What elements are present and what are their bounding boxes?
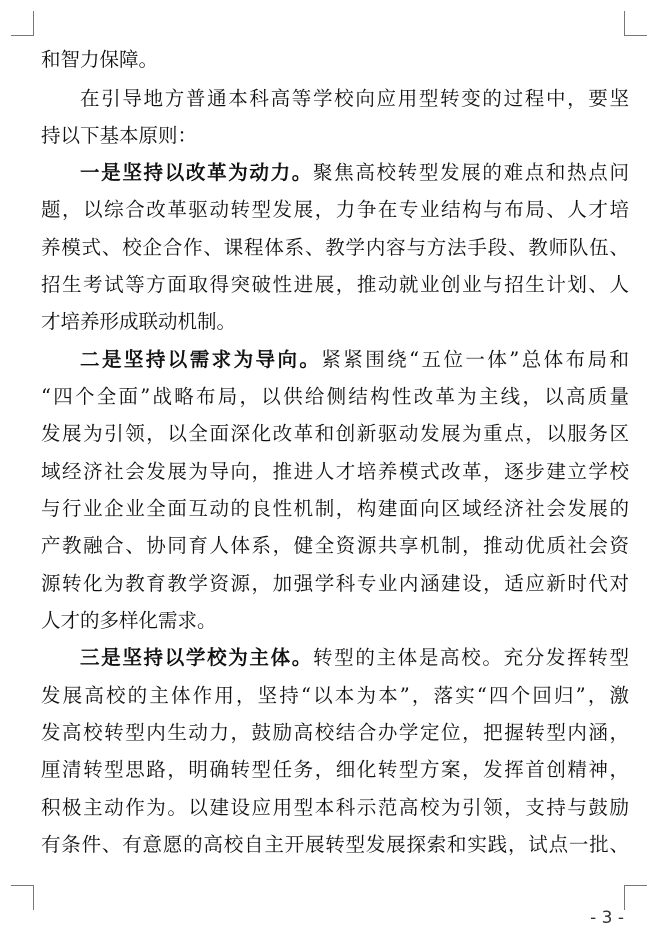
line-text: 才培养形成联动机制。 — [41, 310, 237, 333]
principle-heading: 二是坚持以需求为导向。 — [80, 348, 322, 371]
text-line — [41, 235, 629, 261]
page-number: - 3 - — [590, 908, 624, 928]
line-text: 转型的主体是高校。充分发挥转型 — [312, 646, 629, 669]
line-text: 发展为引领，以全面深化改革和创新驱动发展为重点，以服务区 — [41, 422, 629, 445]
line-text: 人才的多样化需求。 — [41, 609, 217, 632]
line-text: 源转化为教育教学资源，加强学科专业内涵建设，适应新时代对 — [41, 572, 629, 595]
text-line — [41, 496, 629, 522]
line-text: 发高校转型内生动力，鼓励高校结合办学定位，把握转型内涵， — [41, 721, 629, 744]
principle-heading: 一是坚持以改革为动力。 — [80, 161, 313, 184]
principle-one-heading-line — [80, 160, 629, 186]
text-line — [41, 720, 629, 746]
line-text: 题，以综合改革驱动转型发展，力争在专业结构与布局、人才培 — [41, 198, 629, 221]
line-text: 积极主动作为。以建设应用型本科示范高校为引领，支持与鼓励 — [41, 796, 629, 819]
text-line — [41, 832, 629, 858]
line-text: 产教融合、协同育人体系，健全资源共享机制，推动优质社会资 — [41, 534, 629, 557]
text-line — [41, 533, 629, 559]
text-line — [41, 272, 629, 298]
text-line — [41, 123, 197, 149]
crop-mark-bottom-left — [11, 885, 34, 910]
line-text: 与行业企业全面互动的良性机制，构建面向区域经济社会发展的 — [41, 497, 629, 520]
line-text: 发展高校的主体作用，坚持“以本为本”，落实“四个回归”，激 — [41, 684, 629, 707]
line-text: 招生考试等方面取得突破性进展，推动就业创业与招生计划、人 — [41, 273, 629, 296]
line-text: 养模式、校企合作、课程体系、教学内容与方法手段、教师队伍、 — [41, 236, 629, 259]
text-line — [41, 757, 629, 783]
line-text: 域经济社会发展为导向，推进人才培养模式改革，逐步建立学校 — [41, 460, 629, 483]
text-line — [41, 421, 629, 447]
text-line — [41, 571, 629, 597]
crop-mark-bottom-right — [624, 885, 647, 910]
text-line — [41, 384, 629, 410]
principle-heading: 三是坚持以学校为主体。 — [80, 646, 313, 669]
principle-two-heading-line — [80, 347, 629, 373]
text-line — [41, 309, 236, 335]
line-text: 在引导地方普通本科高等学校向应用型转变的过程中，要坚 — [80, 87, 629, 110]
text-line — [41, 197, 629, 223]
principle-three-heading-line — [80, 645, 629, 671]
crop-mark-top-right — [624, 11, 647, 36]
text-line — [41, 683, 629, 709]
line-text: “四个全面”战略布局，以供给侧结构性改革为主线，以高质量 — [41, 385, 629, 408]
paragraph-start-line — [80, 86, 629, 112]
line-text: 持以下基本原则： — [41, 124, 198, 147]
line-text: 紧紧围绕“五位一体”总体布局和 — [321, 348, 629, 371]
line-text: 有条件、有意愿的高校自主开展转型发展探索和实践，试点一批、 — [41, 833, 629, 856]
line-text: 和智力保障。 — [41, 48, 159, 71]
text-line — [41, 608, 217, 634]
text-line — [41, 795, 629, 821]
line-text: 厘清转型思路，明确转型任务，细化转型方案，发挥首创精神， — [41, 758, 629, 781]
line-text: 聚焦高校转型发展的难点和热点问 — [312, 161, 629, 184]
text-line — [41, 47, 158, 73]
text-line — [41, 459, 629, 485]
crop-mark-top-left — [11, 11, 34, 36]
